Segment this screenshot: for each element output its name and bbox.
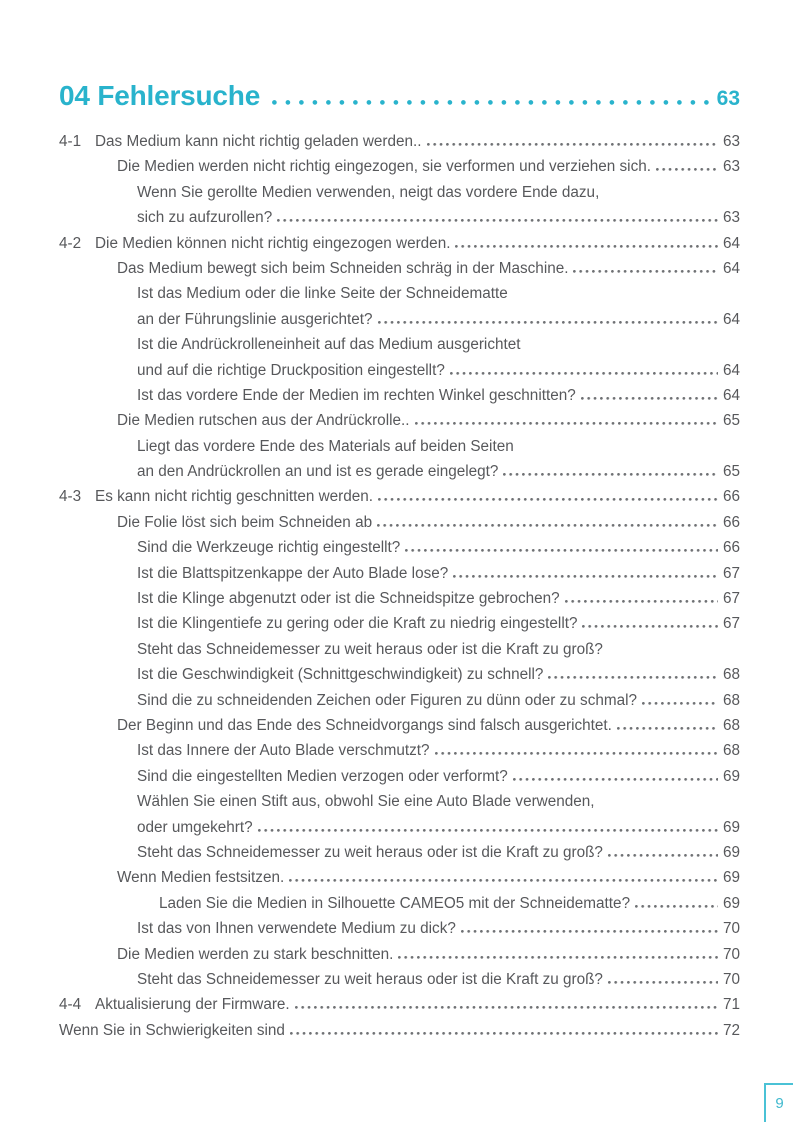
toc-entry xyxy=(59,408,740,433)
toc-entry xyxy=(59,916,740,941)
toc-entry xyxy=(59,561,740,586)
toc-entry-text: Die Medien werden nicht richtig eingezogen, sie verformen und verziehen sich. xyxy=(117,158,651,176)
leader-dots-icon xyxy=(435,752,718,755)
toc-entry-page: 65 xyxy=(722,463,740,481)
toc-entry-page: 69 xyxy=(722,767,740,785)
toc-entry-page: 68 xyxy=(722,742,740,760)
leader-dots-icon xyxy=(608,854,718,857)
toc-entry-page: 67 xyxy=(722,615,740,633)
toc-entry-text: Die Medien können nicht richtig eingezogen werden. xyxy=(95,234,451,252)
toc-entry-text: Ist das Medium oder die linke Seite der Schneidematte xyxy=(137,285,508,303)
toc-entry-page: 64 xyxy=(722,361,740,379)
toc-entry-text: an der Führungslinie ausgerichtet? xyxy=(137,310,373,328)
toc-entry xyxy=(59,1018,740,1043)
toc-entry-text: Liegt das vordere Ende des Materials auf beiden Seiten xyxy=(137,437,514,455)
toc-entry-page: 63 xyxy=(722,158,740,176)
toc-entry xyxy=(59,789,740,814)
toc-entry-text: Es kann nicht richtig geschnitten werden. xyxy=(95,488,374,506)
toc-entry xyxy=(59,637,740,662)
toc-entry xyxy=(59,865,740,890)
leader-dots-icon xyxy=(635,905,718,908)
toc-entry xyxy=(59,129,740,154)
toc-entry xyxy=(59,205,740,230)
chapter-heading xyxy=(59,80,740,112)
leader-dots-icon xyxy=(272,100,711,105)
leader-dots-icon xyxy=(377,524,718,527)
toc-entry-page: 66 xyxy=(722,539,740,557)
toc-entry-text: Ist die Klingentiefe zu gering oder die Kraft zu niedrig eingestellt? xyxy=(137,615,578,633)
page-number: 9 xyxy=(775,1095,784,1112)
toc-entry xyxy=(59,434,740,459)
toc-entry-page: 68 xyxy=(722,716,740,734)
leader-dots-icon xyxy=(503,473,718,476)
toc-entry xyxy=(59,662,740,687)
toc-entry-text: Der Beginn und das Ende des Schneidvorgangs sind falsch ausgerichtet. xyxy=(117,716,612,734)
toc-entry-page: 70 xyxy=(722,920,740,938)
toc-entry xyxy=(59,332,740,357)
toc-entry xyxy=(59,510,740,535)
toc-entry-page: 69 xyxy=(722,869,740,887)
toc-entry-text: Die Folie löst sich beim Schneiden ab xyxy=(117,513,373,531)
toc-entry-text: Steht das Schneidemesser zu weit heraus oder ist die Kraft zu groß? xyxy=(137,843,603,861)
leader-dots-icon xyxy=(277,219,718,222)
toc-entry-text: Wenn Medien festsitzen. xyxy=(117,869,285,887)
toc-entry xyxy=(59,459,740,484)
leader-dots-icon xyxy=(582,625,718,628)
leader-dots-icon xyxy=(289,879,718,882)
leader-dots-icon xyxy=(378,321,718,324)
toc-entry-text: und auf die richtige Druckposition eingestellt? xyxy=(137,361,445,379)
toc-entry-page: 66 xyxy=(722,513,740,531)
toc-entry-page: 64 xyxy=(722,234,740,252)
toc-entry-text: Ist die Andrückrolleneinheit auf das Medium ausgerichtet xyxy=(137,336,521,354)
toc-entry xyxy=(59,256,740,281)
toc-entry-page: 68 xyxy=(722,691,740,709)
toc-entry-text: Die Medien rutschen aus der Andrückrolle.. xyxy=(117,412,410,430)
leader-dots-icon xyxy=(573,270,718,273)
toc-entry-page: 67 xyxy=(722,564,740,582)
toc-entry xyxy=(59,535,740,560)
leader-dots-icon xyxy=(258,829,718,832)
leader-dots-icon xyxy=(617,727,718,730)
toc-list xyxy=(59,129,740,1043)
toc-entry-page: 67 xyxy=(722,590,740,608)
toc-entry-text: Steht das Schneidemesser zu weit heraus oder ist die Kraft zu groß? xyxy=(137,640,603,658)
toc-entry xyxy=(59,764,740,789)
leader-dots-icon xyxy=(450,372,718,375)
toc-entry xyxy=(59,688,740,713)
toc-entry-page: 64 xyxy=(722,310,740,328)
toc-entry-text: an den Andrückrollen an und ist es gerade eingelegt? xyxy=(137,463,499,481)
toc-entry-text: Das Medium bewegt sich beim Schneiden schräg in der Maschine. xyxy=(117,259,569,277)
toc-entry xyxy=(59,815,740,840)
toc-entry xyxy=(59,586,740,611)
leader-dots-icon xyxy=(461,930,718,933)
toc-entry-text: Die Medien werden zu stark beschnitten. xyxy=(117,945,394,963)
toc-entry-text: Wenn Sie gerollte Medien verwenden, neigt das vordere Ende dazu, xyxy=(137,183,600,201)
toc-entry-page: 64 xyxy=(722,259,740,277)
toc-entry-text: Sind die Werkzeuge richtig eingestellt? xyxy=(137,539,401,557)
toc-entry xyxy=(59,738,740,763)
toc-entry-page: 69 xyxy=(722,843,740,861)
toc-entry-text: Steht das Schneidemesser zu weit heraus oder ist die Kraft zu groß? xyxy=(137,970,603,988)
toc-entry xyxy=(59,611,740,636)
toc-entry-number: 4-2 xyxy=(59,234,82,252)
toc-entry-page: 64 xyxy=(722,386,740,404)
chapter-title: 04 Fehlersuche xyxy=(59,80,261,111)
leader-dots-icon xyxy=(427,143,718,146)
toc-entry-text: Ist die Geschwindigkeit (Schnittgeschwindigkeit) zu schnell? xyxy=(137,666,544,684)
toc-entry-number: 4-3 xyxy=(59,488,82,506)
toc-entry xyxy=(59,713,740,738)
toc-entry xyxy=(59,967,740,992)
toc-entry-page: 65 xyxy=(722,412,740,430)
toc-entry xyxy=(59,992,740,1017)
toc-entry xyxy=(59,942,740,967)
toc-entry-text: Aktualisierung der Firmware. xyxy=(95,996,290,1014)
page-number-box xyxy=(764,1083,793,1122)
toc-entry xyxy=(59,281,740,306)
toc-entry-number: 4-4 xyxy=(59,996,82,1014)
toc-entry-text: Ist das Innere der Auto Blade verschmutzt? xyxy=(137,742,430,760)
toc-entry xyxy=(59,358,740,383)
leader-dots-icon xyxy=(581,397,718,400)
toc-entry-text: Ist das von Ihnen verwendete Medium zu dick? xyxy=(137,920,456,938)
toc-entry xyxy=(59,231,740,256)
toc-entry xyxy=(59,383,740,408)
toc-entry-page: 63 xyxy=(722,133,740,150)
toc-entry-text: Ist die Klinge abgenutzt oder ist die Schneidspitze gebrochen? xyxy=(137,590,560,608)
toc-entry-text: sich zu aufzurollen? xyxy=(137,209,273,227)
leader-dots-icon xyxy=(290,1032,718,1035)
toc-entry xyxy=(59,484,740,509)
leader-dots-icon xyxy=(513,778,718,781)
toc-entry xyxy=(59,840,740,865)
toc-entry-page: 69 xyxy=(722,894,740,912)
toc-entry-page: 63 xyxy=(722,209,740,227)
chapter-page-number: 63 xyxy=(716,87,740,110)
toc-entry-page: 72 xyxy=(722,1021,740,1039)
leader-dots-icon xyxy=(398,956,718,959)
leader-dots-icon xyxy=(565,600,718,603)
toc-entry-page: 69 xyxy=(722,818,740,836)
leader-dots-icon xyxy=(415,422,719,425)
toc-entry-page: 71 xyxy=(722,996,740,1014)
leader-dots-icon xyxy=(656,168,718,171)
leader-dots-icon xyxy=(295,1006,718,1009)
leader-dots-icon xyxy=(453,575,718,578)
toc-entry xyxy=(59,307,740,332)
toc-entry-text: oder umgekehrt? xyxy=(137,818,253,836)
toc-entry-text: Das Medium kann nicht richtig geladen werden.. xyxy=(95,133,422,150)
toc-entry xyxy=(59,891,740,916)
toc-entry-text: Sind die eingestellten Medien verzogen oder verformt? xyxy=(137,767,508,785)
toc-entry-page: 68 xyxy=(722,666,740,684)
leader-dots-icon xyxy=(455,245,718,248)
toc-entry-text: Sind die zu schneidenden Zeichen oder Figuren zu dünn oder zu schmal? xyxy=(137,691,638,709)
toc-entry-text: Wenn Sie in Schwierigkeiten sind xyxy=(59,1021,285,1039)
leader-dots-icon xyxy=(608,981,718,984)
toc-entry xyxy=(59,180,740,205)
toc-entry-text: Ist die Blattspitzenkappe der Auto Blade lose? xyxy=(137,564,449,582)
toc-entry-page: 66 xyxy=(722,488,740,506)
toc-entry-text: Ist das vordere Ende der Medien im rechten Winkel geschnitten? xyxy=(137,386,576,404)
toc-entry-text: Laden Sie die Medien in Silhouette CAMEO5 mit der Schneidematte? xyxy=(159,894,631,912)
leader-dots-icon xyxy=(378,498,718,501)
leader-dots-icon xyxy=(642,702,718,705)
toc-entry-number: 4-1 xyxy=(59,133,82,150)
leader-dots-icon xyxy=(405,549,718,552)
toc-entry-page: 70 xyxy=(722,970,740,988)
toc-entry-page: 70 xyxy=(722,945,740,963)
leader-dots-icon xyxy=(548,676,718,679)
toc-entry-text: Wählen Sie einen Stift aus, obwohl Sie eine Auto Blade verwenden, xyxy=(137,793,595,811)
toc-entry xyxy=(59,154,740,179)
